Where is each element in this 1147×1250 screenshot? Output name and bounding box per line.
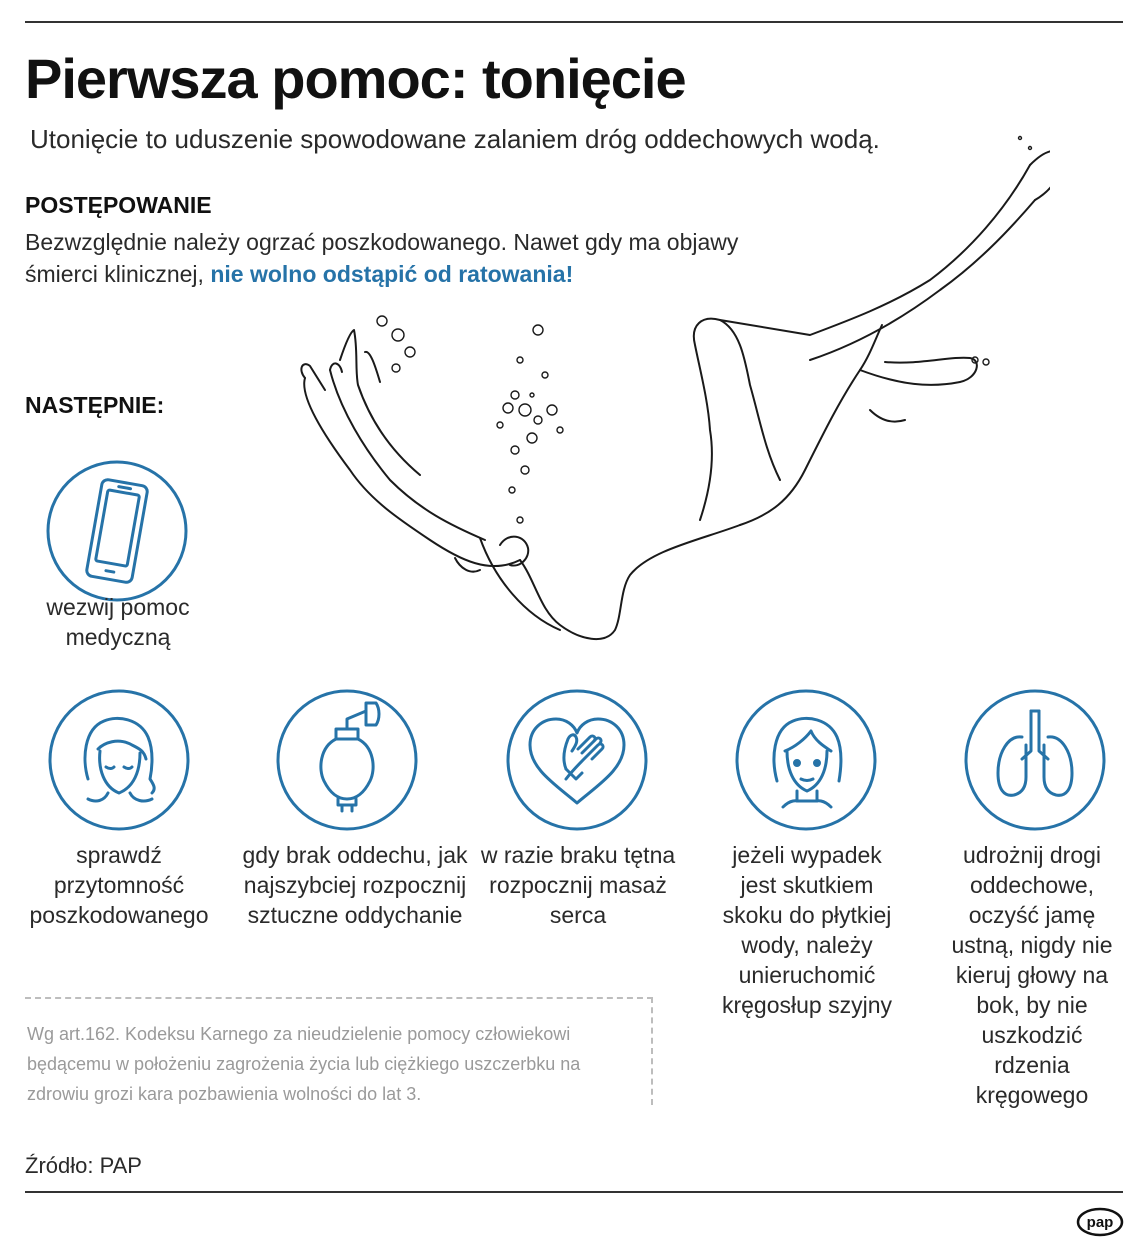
source-label: Źródło: PAP: [25, 1153, 142, 1178]
top-rule: [25, 21, 1123, 23]
step-call-help-caption: wezwij pomoc medyczną: [46, 594, 190, 650]
legal-note-text: Wg art.162. Kodeksu Karnego za nieudzielenie pomocy człowiekowi będącemu w położeniu zagrożenia życia lub ciężkiego uszczerbku na zdrowiu grozi kara pozbawienia wolności do lat 3.: [27, 1024, 581, 1104]
smartphone-icon: [48, 462, 186, 600]
step-call-help: [46, 460, 188, 602]
heart-hand-icon: [508, 691, 646, 829]
step-clear-airway: [964, 689, 1106, 831]
step-immobilize-spine-caption: jeżeli wypadek jest skutkiem skoku do płytkiej wody, należy unieruchomić kręgosłup szyjny: [721, 842, 893, 1018]
step-clear-airway-caption: udrożnij drogi oddechowe, oczyść jamę ustną, nigdy nie kieruj głowy na bok, by nie uszkodzić rdzenia kręgowego: [951, 842, 1113, 1108]
step-immobilize-spine: [735, 689, 877, 831]
page-title: Pierwsza pomoc: tonięcie: [25, 47, 686, 110]
drowning-figure-illustration: [270, 120, 1050, 660]
woman-face-icon: [737, 691, 875, 829]
lungs-icon: [966, 691, 1104, 829]
procedure-heading: POSTĘPOWANIE: [25, 192, 212, 218]
step-check-consciousness: [48, 689, 190, 831]
pap-logo: [1076, 1206, 1124, 1238]
resuscitator-bag-icon: [278, 691, 416, 829]
procedure-body: Bezwzględnie należy ogrzać poszkodowanego. Nawet gdy ma objawy śmierci klinicznej,: [25, 229, 739, 287]
pap-logo-text: pap: [1086, 1214, 1114, 1231]
step-artificial-breathing-caption: gdy brak oddechu, jak najszybciej rozpocznij sztuczne oddychanie: [242, 842, 468, 928]
step-heart-massage-caption: w razie braku tętna rozpocznij masaż serca: [480, 842, 676, 928]
woman-eyes-closed-icon: [50, 691, 188, 829]
procedure-highlight: nie wolno odstąpić od ratowania!: [210, 261, 574, 287]
step-check-consciousness-caption: sprawdź przytomność poszkodowanego: [29, 842, 209, 928]
page-subtitle: Utonięcie to uduszenie spowodowane zalaniem dróg oddechowych wodą.: [30, 124, 880, 154]
next-heading: NASTĘPNIE:: [25, 392, 165, 418]
legal-note: [25, 997, 653, 1105]
step-artificial-breathing: [276, 689, 418, 831]
step-heart-massage: [506, 689, 648, 831]
bottom-rule: [25, 1191, 1123, 1193]
